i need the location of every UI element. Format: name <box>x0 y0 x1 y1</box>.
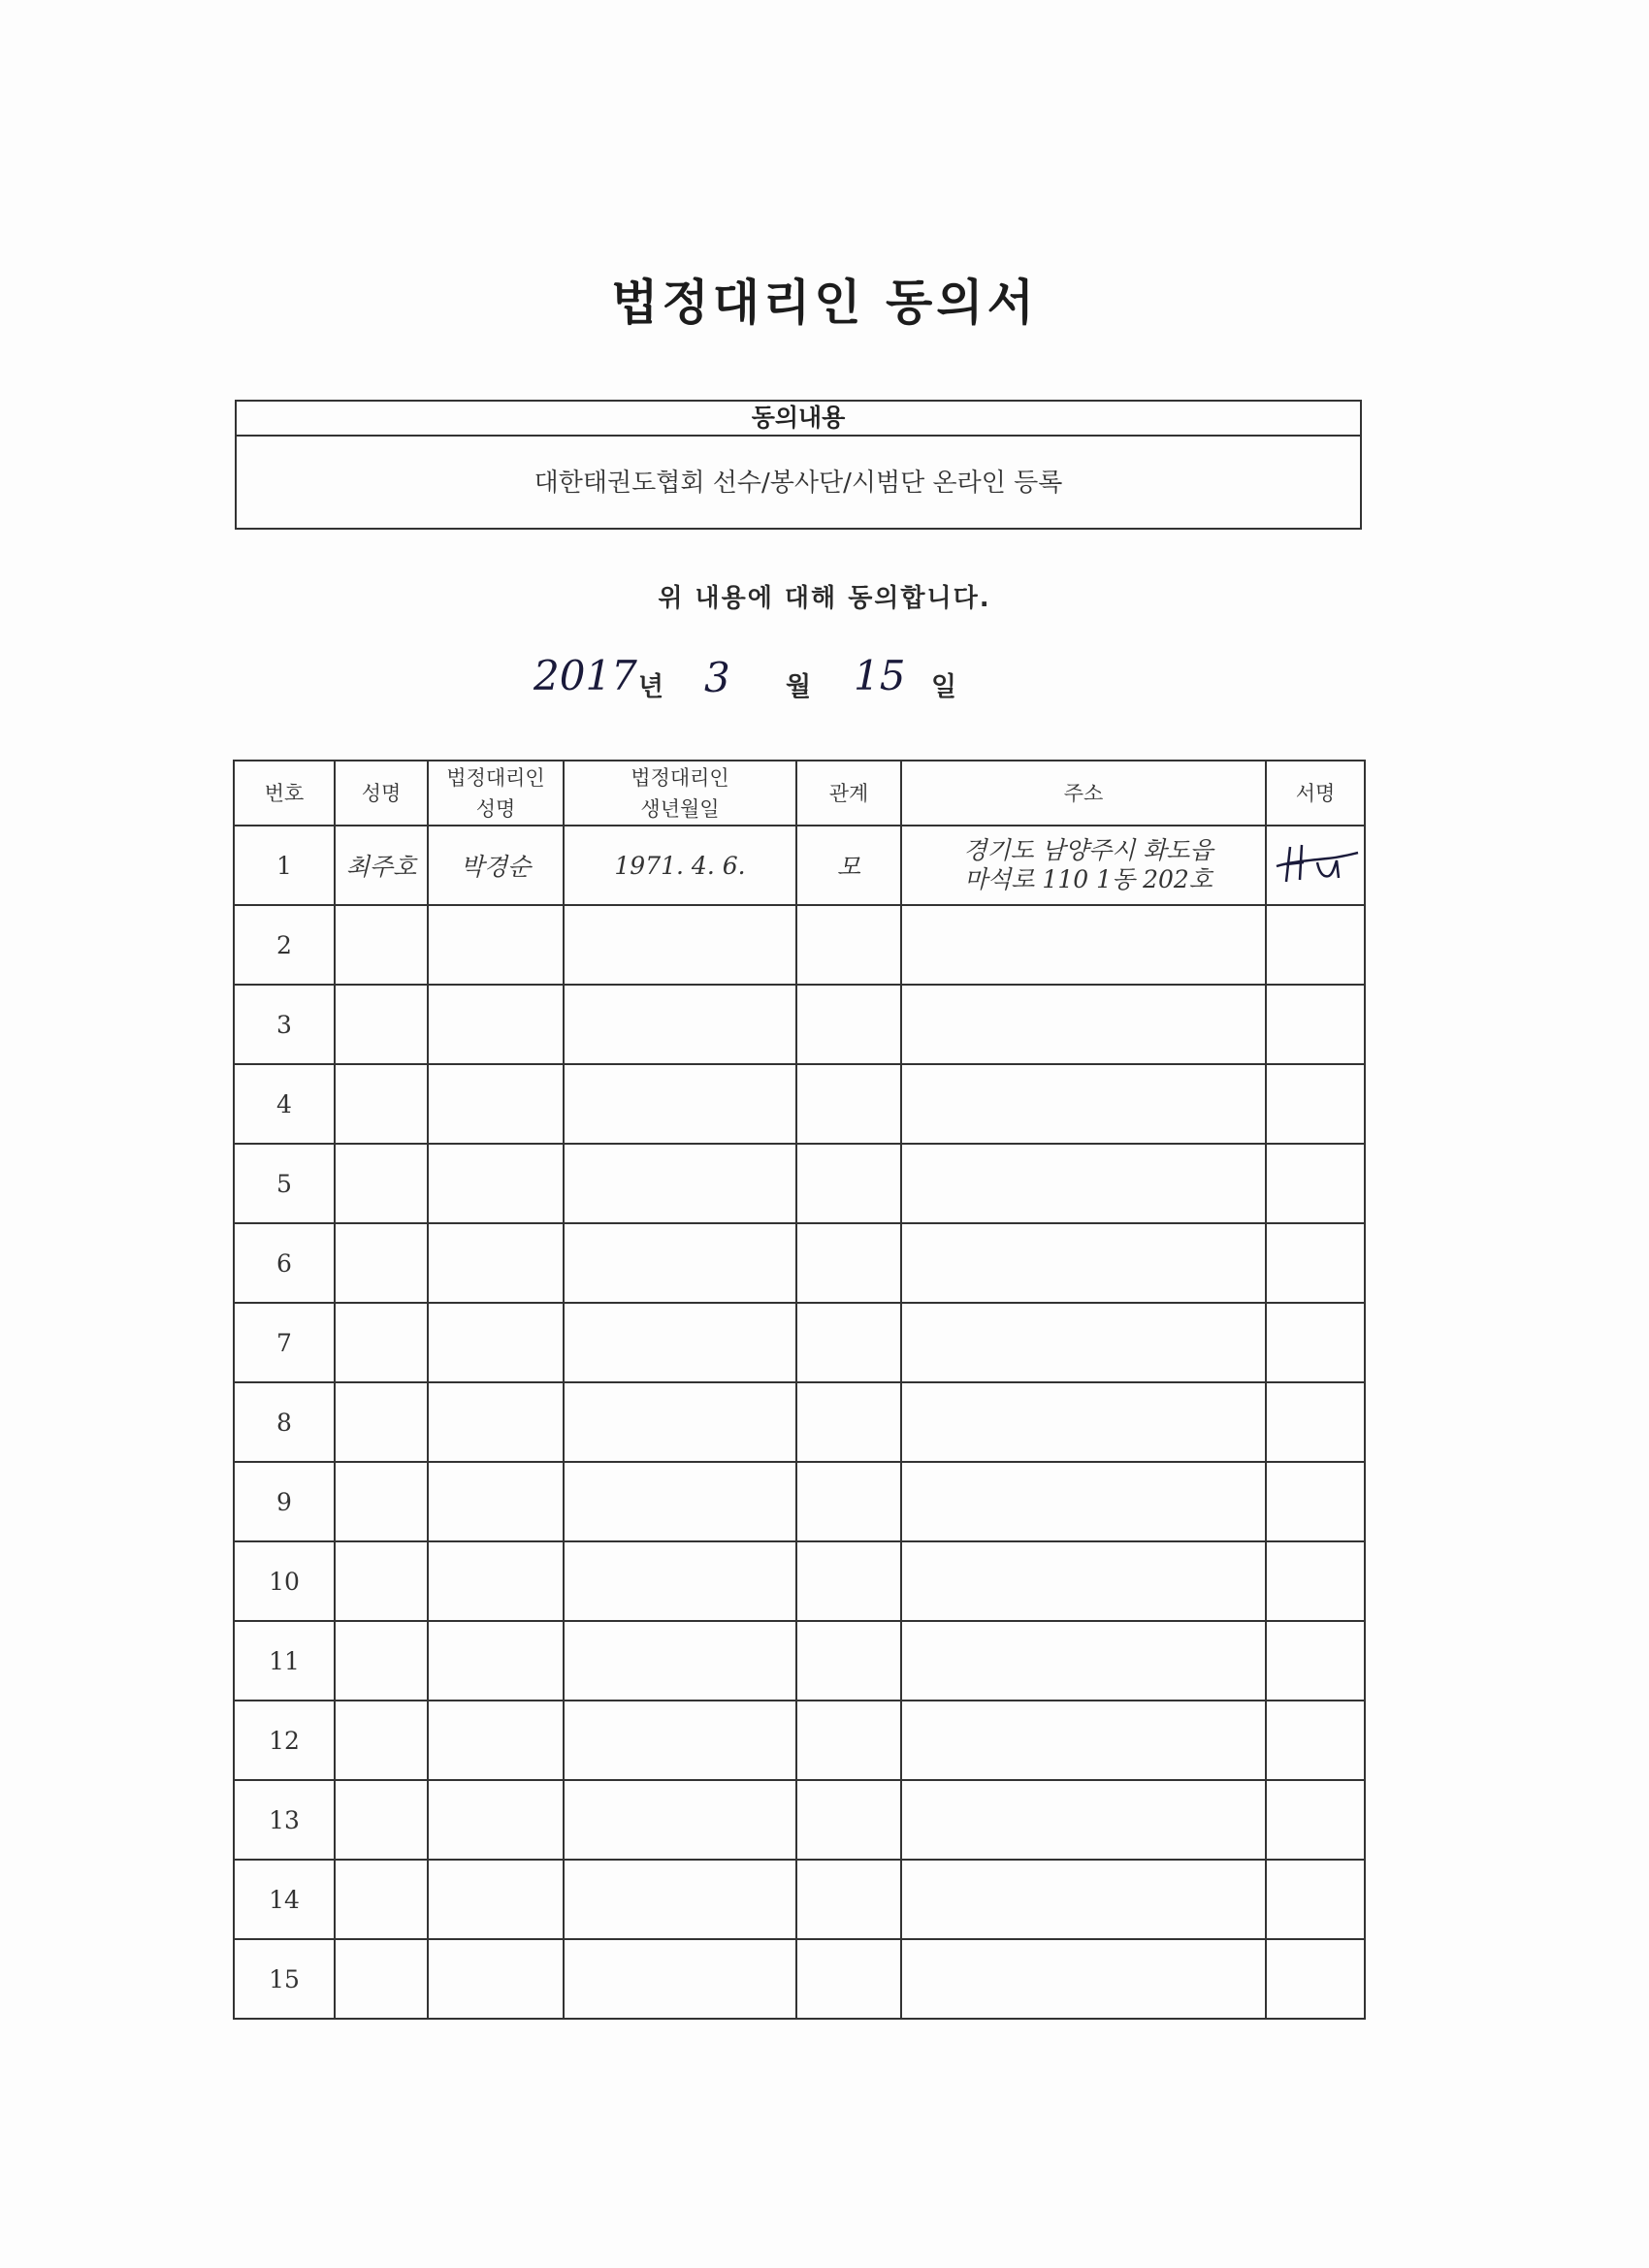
address-line1: 경기도 남양주시 화도읍 <box>963 836 1213 864</box>
address-cell[interactable] <box>901 1144 1266 1223</box>
table-row <box>234 1621 1365 1701</box>
guardian-name-cell[interactable] <box>428 1303 564 1382</box>
date-month-handwritten: 3 <box>704 654 730 701</box>
guardian-name-cell[interactable] <box>428 985 564 1064</box>
guardian-name-cell[interactable] <box>428 1144 564 1223</box>
address-line2: 마석로 110 1동 202호 <box>964 865 1212 893</box>
header-number: 번호 <box>234 761 335 826</box>
table-row <box>234 1382 1365 1462</box>
table-row <box>234 1303 1365 1382</box>
signature-cell[interactable] <box>1266 905 1365 985</box>
address-cell[interactable] <box>901 1064 1266 1144</box>
table-row <box>234 1064 1365 1144</box>
signature-cell <box>1266 826 1365 905</box>
table-body <box>234 826 1365 2019</box>
guardian-birth-cell[interactable] <box>564 1303 796 1382</box>
table-row <box>234 905 1365 985</box>
name-cell[interactable] <box>335 1382 428 1462</box>
relation-cell[interactable] <box>796 1860 901 1939</box>
signature-cell[interactable] <box>1266 1939 1365 2019</box>
name-cell[interactable] <box>335 1144 428 1223</box>
guardian-birth-cell[interactable] <box>564 985 796 1064</box>
handwritten-signature-icon <box>1269 833 1362 891</box>
relation-cell[interactable] <box>796 1303 901 1382</box>
name-cell[interactable] <box>335 1541 428 1621</box>
name-cell[interactable] <box>335 905 428 985</box>
relation-cell: 모 <box>796 826 901 905</box>
date-day-handwritten: 15 <box>854 652 906 699</box>
date-day-label: 일 <box>931 672 957 702</box>
address-cell[interactable] <box>901 905 1266 985</box>
consent-box <box>235 400 1362 530</box>
header-guardian-name-line2: 성명 <box>475 796 516 821</box>
row-number: 6 <box>234 1223 335 1303</box>
address-cell[interactable] <box>901 1223 1266 1303</box>
signature-cell[interactable] <box>1266 1144 1365 1223</box>
relation-cell[interactable] <box>796 1462 901 1541</box>
relation-cell[interactable] <box>796 1780 901 1860</box>
name-cell[interactable] <box>335 1939 428 2019</box>
guardian-birth-cell[interactable] <box>564 1144 796 1223</box>
row-number: 5 <box>234 1144 335 1223</box>
address-cell[interactable] <box>901 1701 1266 1780</box>
address-cell[interactable] <box>901 1382 1266 1462</box>
signature-cell[interactable] <box>1266 1382 1365 1462</box>
guardian-birth-cell[interactable] <box>564 1780 796 1860</box>
consent-header: 동의내용 <box>237 402 1360 437</box>
relation-cell[interactable] <box>796 1939 901 2019</box>
row-number: 1 <box>234 826 335 905</box>
row-number: 3 <box>234 985 335 1064</box>
name-cell[interactable] <box>335 1621 428 1701</box>
table-row <box>234 1462 1365 1541</box>
relation-cell[interactable] <box>796 1064 901 1144</box>
header-signature: 서명 <box>1266 761 1365 826</box>
row-number: 4 <box>234 1064 335 1144</box>
signature-cell[interactable] <box>1266 1541 1365 1621</box>
name-cell[interactable] <box>335 985 428 1064</box>
row-number: 8 <box>234 1382 335 1462</box>
relation-cell[interactable] <box>796 1701 901 1780</box>
signature-cell[interactable] <box>1266 1303 1365 1382</box>
signature-cell[interactable] <box>1266 1064 1365 1144</box>
table-row <box>234 1541 1365 1621</box>
table-row <box>234 826 1365 905</box>
guardian-name-cell[interactable] <box>428 1860 564 1939</box>
header-relation: 관계 <box>796 761 901 826</box>
table-row <box>234 1223 1365 1303</box>
table-row <box>234 985 1365 1064</box>
guardian-name-cell[interactable] <box>428 1223 564 1303</box>
signature-cell[interactable] <box>1266 1621 1365 1701</box>
relation-cell[interactable] <box>796 1541 901 1621</box>
address-cell[interactable] <box>901 1462 1266 1541</box>
table-header-row <box>234 761 1365 826</box>
address-cell[interactable] <box>901 1780 1266 1860</box>
table-row <box>234 1701 1365 1780</box>
address-cell[interactable] <box>901 1303 1266 1382</box>
name-cell[interactable] <box>335 1064 428 1144</box>
relation-cell[interactable] <box>796 1144 901 1223</box>
date-year-label: 년 <box>638 672 664 702</box>
guardian-name-cell[interactable] <box>428 1541 564 1621</box>
address-cell[interactable] <box>901 1939 1266 2019</box>
row-number: 13 <box>234 1780 335 1860</box>
name-cell[interactable] <box>335 1303 428 1382</box>
guardian-name-cell[interactable] <box>428 1064 564 1144</box>
agree-statement: 위 내용에 대해 동의합니다. <box>658 584 991 613</box>
date-line <box>524 652 1106 720</box>
guardian-name-cell[interactable] <box>428 1382 564 1462</box>
signature-cell[interactable] <box>1266 1701 1365 1780</box>
guardian-birth-cell[interactable] <box>564 1064 796 1144</box>
signature-cell[interactable] <box>1266 1223 1365 1303</box>
address-cell[interactable] <box>901 1541 1266 1621</box>
guardian-birth-cell[interactable] <box>564 1541 796 1621</box>
header-guardian-birth-line1: 법정대리인 <box>630 765 729 790</box>
signature-cell[interactable] <box>1266 985 1365 1064</box>
guardian-birth-cell[interactable] <box>564 1939 796 2019</box>
signature-cell[interactable] <box>1266 1462 1365 1541</box>
row-number: 9 <box>234 1462 335 1541</box>
signature-cell[interactable] <box>1266 1780 1365 1860</box>
guardian-birth-cell[interactable] <box>564 1223 796 1303</box>
address-cell[interactable] <box>901 985 1266 1064</box>
relation-cell[interactable] <box>796 1382 901 1462</box>
guardian-birth-cell[interactable] <box>564 1701 796 1780</box>
header-guardian-name-line1: 법정대리인 <box>446 765 545 790</box>
table-row <box>234 1939 1365 2019</box>
guardian-name-cell[interactable] <box>428 1701 564 1780</box>
guardian-name-cell[interactable] <box>428 1621 564 1701</box>
address-cell <box>901 826 1266 905</box>
row-number: 11 <box>234 1621 335 1701</box>
name-cell[interactable] <box>335 1701 428 1780</box>
name-cell[interactable] <box>335 1860 428 1939</box>
guardian-birth-cell[interactable] <box>564 1382 796 1462</box>
row-number: 12 <box>234 1701 335 1780</box>
guardian-birth-cell[interactable] <box>564 1860 796 1939</box>
name-cell[interactable] <box>335 1223 428 1303</box>
row-number: 10 <box>234 1541 335 1621</box>
guardian-birth-cell[interactable] <box>564 1621 796 1701</box>
guardian-name-cell: 박경순 <box>428 826 564 905</box>
header-guardian-birth-line2: 생년월일 <box>640 796 720 821</box>
guardian-name-cell[interactable] <box>428 1780 564 1860</box>
signature-cell[interactable] <box>1266 1860 1365 1939</box>
date-month-label: 월 <box>786 672 812 702</box>
table-row <box>234 1860 1365 1939</box>
header-address: 주소 <box>901 761 1266 826</box>
relation-cell[interactable] <box>796 1223 901 1303</box>
header-name: 성명 <box>335 761 428 826</box>
guardian-table <box>233 760 1366 2020</box>
row-number: 7 <box>234 1303 335 1382</box>
header-guardian-birth <box>564 761 796 826</box>
table-row <box>234 1144 1365 1223</box>
guardian-name-cell[interactable] <box>428 1462 564 1541</box>
relation-cell[interactable] <box>796 985 901 1064</box>
relation-cell[interactable] <box>796 905 901 985</box>
row-number: 15 <box>234 1939 335 2019</box>
name-cell: 최주호 <box>335 826 428 905</box>
consent-body: 대한태권도협회 선수/봉사단/시범단 온라인 등록 <box>534 469 1063 498</box>
date-year-handwritten: 2017 <box>534 652 637 699</box>
name-cell[interactable] <box>335 1462 428 1541</box>
page-title: 법정대리인 동의서 <box>611 275 1038 331</box>
row-number: 2 <box>234 905 335 985</box>
address-cell[interactable] <box>901 1621 1266 1701</box>
table-row <box>234 1780 1365 1860</box>
relation-cell[interactable] <box>796 1621 901 1701</box>
address-cell[interactable] <box>901 1860 1266 1939</box>
row-number: 14 <box>234 1860 335 1939</box>
guardian-birth-cell[interactable] <box>564 905 796 985</box>
guardian-birth-cell[interactable] <box>564 1462 796 1541</box>
guardian-name-cell[interactable] <box>428 1939 564 2019</box>
guardian-birth-cell: 1971. 4. 6. <box>564 826 796 905</box>
guardian-name-cell[interactable] <box>428 905 564 985</box>
header-guardian-name <box>428 761 564 826</box>
name-cell[interactable] <box>335 1780 428 1860</box>
